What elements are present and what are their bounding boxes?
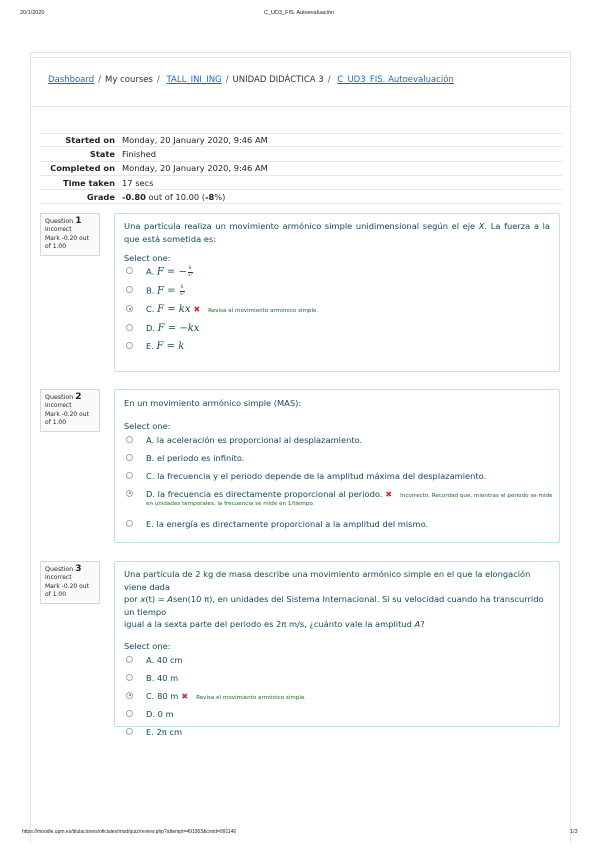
radio-button[interactable]: [126, 286, 133, 293]
answer-option[interactable]: D. 0 m: [124, 708, 550, 726]
radio-button[interactable]: [126, 342, 133, 349]
print-footer-url: https://moodle.upm.es/titulaciones/oficiales/mod/quiz/review.php?attempt=491953&cmid=991146: [22, 829, 237, 835]
select-one-label: Select one:: [124, 640, 171, 651]
summary-row-completed: Completed on Monday, 20 January 2020, 9:46 AM: [40, 162, 562, 176]
answer-option[interactable]: B. el periodo es infinito.: [124, 452, 550, 470]
answer-option[interactable]: A. 40 cm: [124, 654, 550, 672]
question-content-2: [114, 389, 560, 543]
incorrect-icon: ✖: [193, 305, 201, 315]
answer-option-selected[interactable]: C. F = kx ✖ Revisa el movimiento armónico simple.: [124, 303, 550, 322]
question-mark: Mark -0.20 out of 1.00: [45, 410, 89, 426]
radio-button[interactable]: [126, 656, 133, 663]
question-mark: Mark -0.20 out of 1.00: [45, 234, 89, 250]
radio-button[interactable]: [126, 454, 133, 461]
question-content-3: [114, 561, 560, 737]
summary-row-time-taken: Time taken 17 secs: [40, 176, 562, 190]
question-info-1: Question 1 Incorrect Mark -0.20 out of 1.00: [40, 213, 100, 256]
question-text: Una partícula de 2 kg de masa describe una movimiento armónico simple en el que la elongación viene dada por x(t) = Asen(10 π), en unidades del Sistema Internacional. Si su velocidad cuando ha transcurrido un tiempo igual a la sexta parte del periodo es 2π m/s, ¿cuánto vale la amplitud A?: [124, 569, 544, 630]
breadcrumb: Dashboard / My courses / TALL_INI_ING / UNIDAD DIDÁCTICA 3 / C_UD3_FIS. Autoevaluación: [48, 75, 454, 85]
radio-button[interactable]: [126, 728, 133, 735]
answer-option[interactable]: D. F = −kx: [124, 322, 550, 340]
radio-button[interactable]: [126, 520, 133, 527]
incorrect-icon: ✖: [181, 691, 189, 701]
summary-row-started: Started on Monday, 20 January 2020, 9:46 AM: [40, 133, 562, 147]
breadcrumb-course-link[interactable]: TALL_INI_ING: [166, 75, 222, 85]
select-one-label: Select one:: [124, 420, 171, 431]
print-title: C_UD3_FIS. Autoevaluación: [264, 10, 335, 16]
radio-button[interactable]: [126, 267, 133, 274]
answer-option[interactable]: A. la aceleración es proporcional al desplazamiento.: [124, 434, 550, 452]
print-date: 20/1/2020: [20, 10, 45, 16]
incorrect-icon: ✖: [385, 489, 393, 499]
breadcrumb-quiz-link[interactable]: C_UD3_FIS. Autoevaluación: [337, 75, 454, 85]
question-status: Incorrect: [45, 574, 72, 582]
summary-row-grade: Grade -0.80 out of 10.00 (-8%): [40, 190, 562, 204]
question-status: Incorrect: [45, 402, 72, 410]
radio-button-checked[interactable]: [126, 692, 133, 699]
answer-feedback: Revisa el movimiento armónico simple.: [196, 694, 307, 701]
radio-button-checked[interactable]: [126, 305, 133, 312]
breadcrumb-unit: UNIDAD DIDÁCTICA 3: [232, 75, 324, 85]
radio-button[interactable]: [126, 710, 133, 717]
breadcrumb-my-courses: My courses: [105, 75, 153, 85]
breadcrumb-dashboard-link[interactable]: Dashboard: [48, 75, 95, 85]
answer-option[interactable]: E. la energía es directamente proporcional a la amplitud del mismo.: [124, 518, 550, 535]
quiz-summary-table: [40, 133, 562, 204]
question-info-3: Question 3 Incorrect Mark -0.20 out of 1.00: [40, 561, 100, 604]
question-status: Incorrect: [45, 226, 72, 234]
answer-option[interactable]: A. F = − $\frac{k}{\text{x²}}$: [124, 265, 550, 284]
answer-feedback-continued: en unidades temporales, la frecuencia se mide en 1/tiempo.: [146, 500, 315, 507]
question-text: Una partícula realiza un movimiento armónico simple unidimensional según el eje X. La fuerza a la que está sometida es:: [124, 221, 550, 244]
answer-option[interactable]: C. la frecuencia y el periodo depende de la amplitud máxima del desplazamiento.: [124, 470, 550, 488]
summary-row-state: State Finished: [40, 147, 562, 161]
question-content-1: [114, 213, 560, 372]
radio-button[interactable]: [126, 472, 133, 479]
answer-option[interactable]: E. F = k: [124, 340, 550, 357]
answer-option[interactable]: E. 2π cm: [124, 726, 550, 743]
print-footer-page: 1/3: [570, 829, 578, 835]
answer-option-selected[interactable]: C. 80 m ✖ Revisa el movimiento armónico simple.: [124, 690, 550, 708]
select-one-label: Select one:: [124, 253, 171, 264]
answer-option[interactable]: B. 40 m: [124, 672, 550, 690]
answer-feedback: Incorrecto. Recordad que, mientras el periodo se mide: [400, 492, 553, 499]
radio-button[interactable]: [126, 436, 133, 443]
radio-button[interactable]: [126, 674, 133, 681]
answer-feedback: Revisa el movimiento armónico simple.: [208, 308, 319, 315]
question-mark: Mark -0.20 out of 1.00: [45, 582, 89, 598]
question-info-2: Question 2 Incorrect Mark -0.20 out of 1.00: [40, 389, 100, 432]
answer-option[interactable]: B. F = $\frac{k}{\text{x²}}$: [124, 284, 550, 303]
answer-option-selected[interactable]: D. la frecuencia es directamente proporcional al periodo. ✖ Incorrecto. Recordad que, mientras el periodo se mide en unidades temporales, la frecuencia se mide en 1/tiempo.: [124, 488, 550, 518]
question-text: En un movimiento armónico simple (MAS):: [124, 398, 302, 408]
radio-button[interactable]: [126, 324, 133, 331]
radio-button-checked[interactable]: [126, 490, 133, 497]
